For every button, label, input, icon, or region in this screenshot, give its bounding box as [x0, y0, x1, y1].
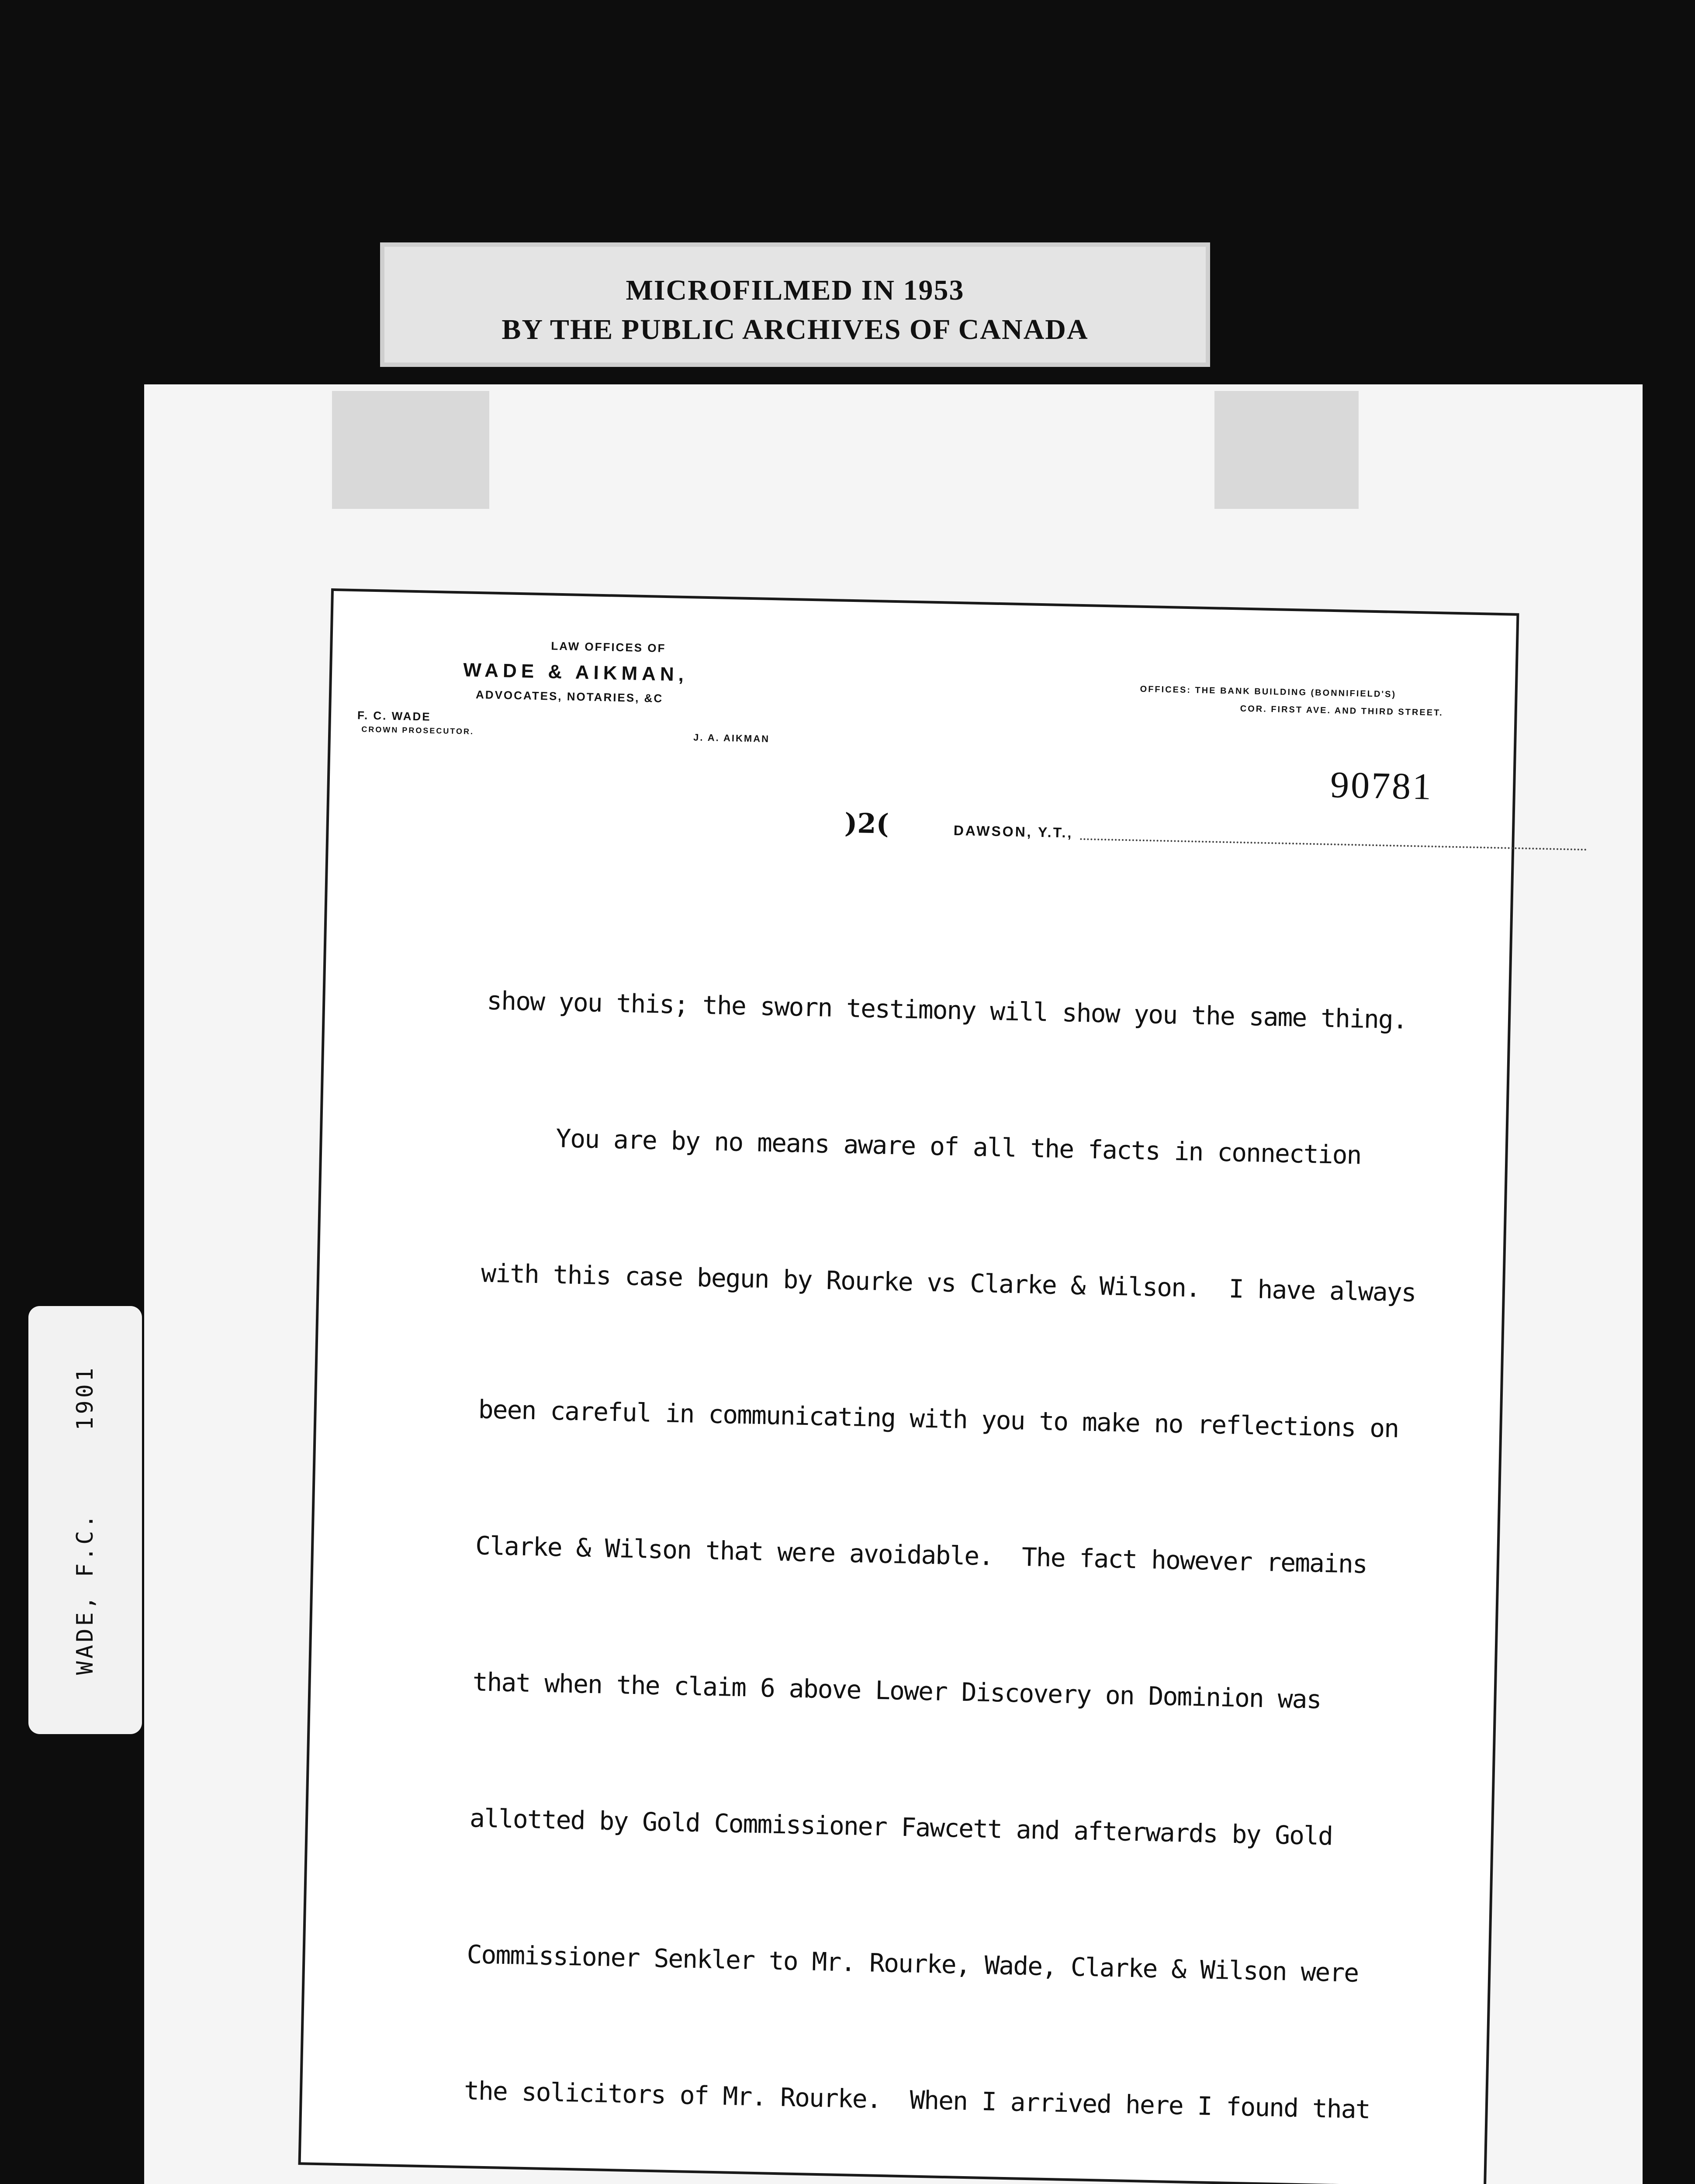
- tape-top-left: [332, 391, 489, 509]
- letterhead-ja-aikman: J. A. AIKMAN: [693, 732, 770, 745]
- body-line: been careful in communicating with you to make no reflections on: [478, 1394, 1399, 1444]
- letterhead-offices-line-2: COR. FIRST AVE. AND THIRD STREET.: [1240, 704, 1443, 718]
- body-line: with this case begun by Rourke vs Clarke & Wilson. I have always: [481, 1258, 1416, 1308]
- body-line: show you this; the sworn testimony will show you the same thing.: [486, 985, 1408, 1035]
- body-line: You are by no means aware of all the facts in connection: [484, 1122, 1362, 1170]
- date-dotted-line: [1080, 838, 1587, 850]
- body-line: allotted by Gold Commissioner Fawcett and afterwards by Gold: [469, 1803, 1333, 1851]
- place-line: DAWSON, Y.T.,: [953, 822, 1073, 841]
- letter-body: [410, 887, 1463, 2184]
- letterhead-firm-name: WADE & AIKMAN,: [463, 659, 688, 686]
- side-label-text: WADE, F.C. 1901: [72, 1365, 98, 1675]
- body-line: the solicitors of Mr. Rourke. When I arrived here I found that: [464, 2076, 1370, 2125]
- letterhead-crown-prosecutor: CROWN PROSECUTOR.: [361, 725, 474, 736]
- microfilm-banner: [380, 242, 1210, 367]
- letterhead-advocates: ADVOCATES, NOTARIES, &C: [475, 688, 664, 705]
- letterhead-law-offices: LAW OFFICES OF: [551, 639, 666, 655]
- letterhead-fc-wade: F. C. WADE: [357, 708, 431, 723]
- body-line: Commissioner Senkler to Mr. Rourke, Wade, Clarke & Wilson were: [466, 1939, 1359, 1988]
- body-line: Clarke & Wilson that were avoidable. The fact however remains: [475, 1531, 1367, 1579]
- document-number: 90781: [1330, 763, 1434, 808]
- letterhead-offices-line-1: OFFICES: THE BANK BUILDING (BONNIFIELD'S): [1140, 684, 1397, 700]
- body-line: that when the claim 6 above Lower Discovery on Dominion was: [472, 1667, 1321, 1714]
- tape-top-right: [1214, 391, 1359, 509]
- page-number: )2(: [844, 807, 889, 840]
- banner-line-1: MICROFILMED IN 1953: [626, 274, 965, 306]
- banner-line-2: BY THE PUBLIC ARCHIVES OF CANADA: [502, 314, 1089, 346]
- letter-page: [298, 588, 1519, 2184]
